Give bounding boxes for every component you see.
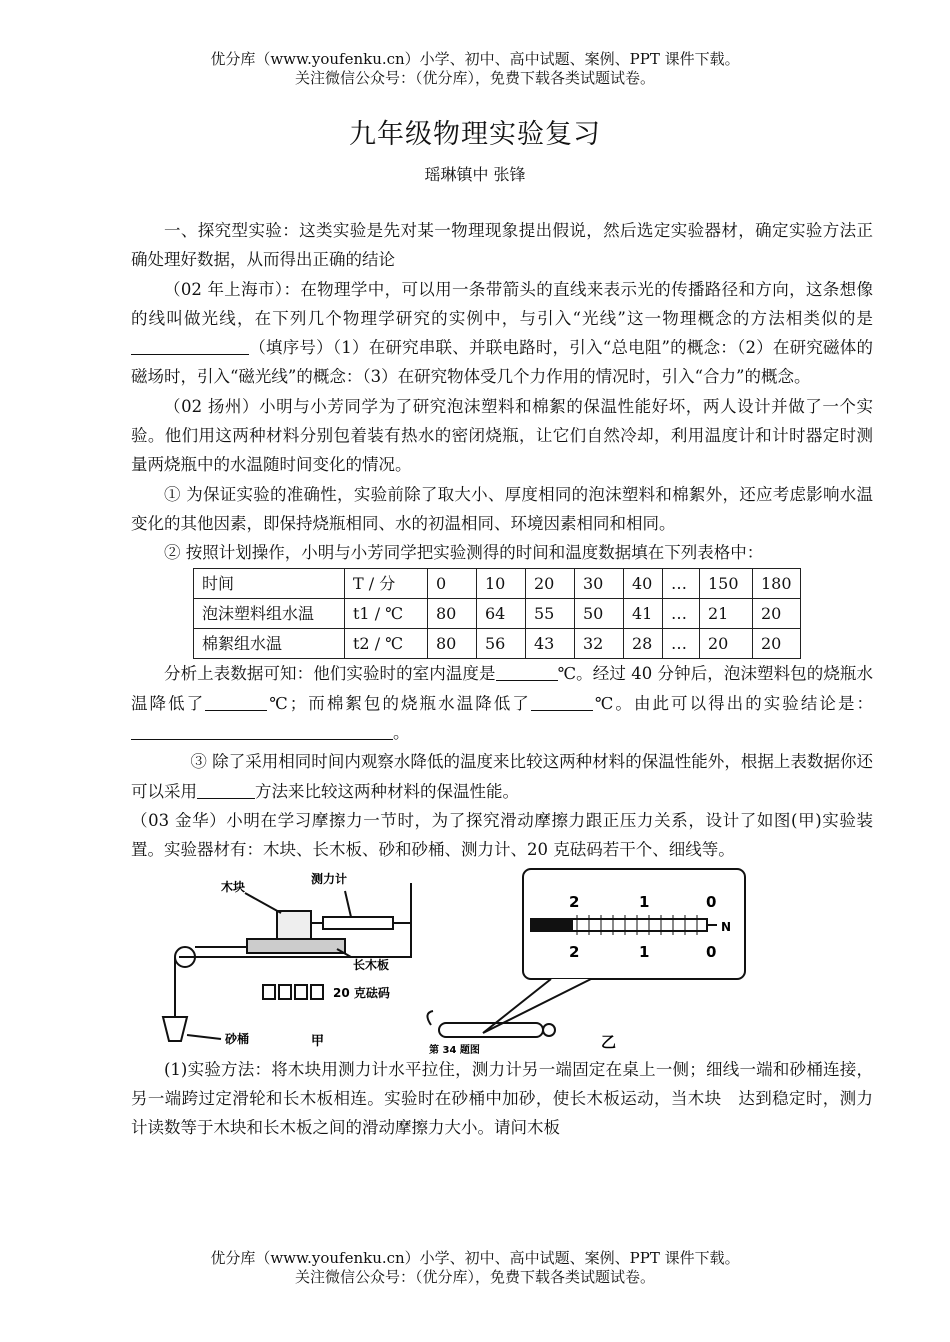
figure-label-b: 乙 (601, 1032, 617, 1051)
question-3-method: (1)实验方法：将木块用测力计水平拉住，测力计另一端固定在桌上一侧；细线一端和砂桶连接，另一端跨过定滑轮和长木板相连。实验时在砂桶中加砂，使长木板运动，当木块 达到稳定时，测力计读数等于木块和长木板之间的滑动摩擦力大小。请问木板 (131, 1059, 873, 1138)
weight (311, 985, 323, 999)
analysis-text: 。 (393, 723, 410, 743)
scale-unit: N (721, 919, 732, 934)
figure-caption: 第 34 题图 (429, 1044, 480, 1055)
analysis-text: ℃。由此可以得出的实验结论是： (592, 693, 873, 713)
analysis-text: 分析上表数据可知：他们实验时的室内温度是 (164, 664, 496, 684)
leader-line (187, 1035, 221, 1039)
footer-line-2: 关注微信公众号：（优分库），免费下载各类试题试卷。 (294, 1268, 655, 1286)
label-board: 长木板 (353, 957, 390, 972)
table-row (194, 568, 801, 598)
table-cell: 150 (700, 568, 753, 598)
table-cell: 56 (477, 629, 526, 659)
table-cell: 0 (428, 568, 477, 598)
question-3-intro: （03 金华）小明在学习摩擦力一节时，为了探究滑动摩擦力跟正压力关系，设计了如图(甲)实验装置。实验器材有：木块、长木板、砂和砂桶、测力计、20 克砝码若干个、细线等。 (131, 810, 873, 860)
answer-blank[interactable] (496, 662, 558, 681)
friction-figure (131, 865, 873, 1055)
scale-bottom-label: 0 (706, 942, 717, 961)
table-cell: 20 (753, 598, 801, 628)
answer-blank[interactable] (197, 780, 255, 799)
question-1-text-a: （02 年上海市）：在物理学中，可以用一条带箭头的直线来表示光的传播路径和方向，这条想像的线叫做光线，在下列几个物理学研究的实例中，与引入“光线”这一物理概念的方法相类似的是 (131, 279, 873, 328)
scale-top-label: 2 (569, 892, 580, 911)
table-cell: 20 (526, 568, 575, 598)
analysis-text: ℃。经过 40 分钟后，泡沫塑料包的烧瓶水温降低了 (131, 664, 873, 713)
table-cell: 40 (624, 568, 663, 598)
table-cell: 41 (624, 598, 663, 628)
label-weights: 20 克砝码 (333, 985, 390, 1000)
item-3-text: ③ 除了采用相同时间内观察水降低的温度来比较这两种材料的保温性能外，根据上表数据你还可以采用 (131, 752, 873, 801)
table-cell: 80 (428, 598, 477, 628)
table-cell: … (663, 598, 700, 628)
scale-top-label: 0 (706, 892, 717, 911)
table-cell: 32 (575, 629, 624, 659)
table-cell: 20 (753, 629, 801, 659)
question-1 (131, 275, 873, 392)
section-intro: 一、探究型实验：这类实验是先对某一物理现象提出假说，然后选定实验器材，确定实验方法正确处理好数据，从而得出正确的结论 (131, 221, 873, 270)
table-cell: 泡沫塑料组水温 (194, 598, 345, 628)
scale-bottom-label: 2 (569, 942, 580, 961)
leader-line (345, 891, 351, 917)
table-cell: … (663, 568, 700, 598)
wood-block (277, 911, 311, 939)
sand-bucket (163, 1017, 187, 1041)
scale-bottom-label: 1 (639, 942, 650, 961)
table-cell: 28 (624, 629, 663, 659)
answer-blank[interactable] (205, 692, 267, 711)
question-2-item-1: ① 为保证实验的准确性，实验前除了取大小、厚度相同的泡沫塑料和棉絮外，还应考虑影响水温变化的其他因素，即保持烧瓶相同、水的初温相同、环境因素相同和相同。 (131, 484, 873, 533)
table-cell: t1 / ℃ (345, 598, 428, 628)
answer-blank[interactable] (131, 721, 393, 740)
table-cell: 80 (428, 629, 477, 659)
table-cell: … (663, 629, 700, 659)
author-line: 瑶琳镇中 张锋 (424, 165, 526, 184)
header-line-2: 关注微信公众号：（优分库），免费下载各类试题试卷。 (294, 69, 655, 87)
table-cell: 20 (700, 629, 753, 659)
analysis-text: ℃；而棉絮包的烧瓶水温降低了 (267, 693, 531, 713)
label-bucket: 砂桶 (225, 1031, 250, 1046)
scale-top-label: 1 (639, 892, 650, 911)
table-cell: 棉絮组水温 (194, 629, 345, 659)
label-meter: 测力计 (311, 871, 348, 886)
question-2-item-2: ② 按照计划操作，小明与小芳同学把实验测得的时间和温度数据填在下列表格中： (164, 543, 764, 563)
table-row (194, 598, 801, 628)
callout-pointer (483, 979, 591, 1033)
friction-apparatus-diagram (131, 865, 873, 1055)
question-2-intro: （02 扬州）小明与小芳同学为了研究泡沫塑料和棉絮的保温性能好坏，两人设计并做了一个实验。他们用这两种材料分别包着装有热水的密闭烧瓶，让它们自然冷却，利用温度计和计时器定时测量两烧瓶中的水温随时间变化的情况。 (131, 396, 873, 475)
ring (543, 1024, 555, 1036)
hook (427, 1011, 433, 1025)
temperature-table (193, 568, 801, 660)
scale-indicator (531, 919, 573, 931)
weight (279, 985, 291, 999)
weight (295, 985, 307, 999)
footer-line-1: 优分库（www.youfenku.cn）小学、初中、高中试题、案例、PPT 课件下载。 (210, 1249, 740, 1267)
figure-label-a: 甲 (311, 1033, 325, 1049)
answer-blank[interactable] (131, 336, 249, 355)
page-header (0, 50, 950, 88)
table-cell: 21 (700, 598, 753, 628)
table-cell: 30 (575, 568, 624, 598)
weight (263, 985, 275, 999)
table-cell: 10 (477, 568, 526, 598)
answer-blank[interactable] (531, 692, 593, 711)
leader-line (245, 893, 281, 913)
table-cell: 180 (753, 568, 801, 598)
table-cell: 时间 (194, 568, 345, 598)
question-1-text-b: （填序号）（1）在研究串联、并联电路时，引入“总电阻”的概念：（2）在研究磁体的磁场时，引入“磁光线”的概念：（3）在研究物体受几个力作用的情况时，引入“合力”的概念。 (131, 338, 873, 387)
table-row (194, 629, 801, 659)
header-line-1: 优分库（www.youfenku.cn）小学、初中、高中试题、案例、PPT 课件下载。 (210, 50, 740, 68)
table-cell: T / 分 (345, 568, 428, 598)
question-2-analysis (131, 659, 873, 747)
spring-scale (323, 917, 393, 929)
table-cell: t2 / ℃ (345, 629, 428, 659)
long-board (247, 939, 345, 953)
label-block: 木块 (221, 879, 246, 894)
item-3-text: 方法来比较这两种材料的保温性能。 (255, 781, 519, 801)
page-footer (0, 1249, 950, 1287)
table-cell: 55 (526, 598, 575, 628)
page-title: 九年级物理实验复习 (349, 119, 601, 150)
question-2-item-3 (131, 747, 873, 806)
document-body (131, 216, 873, 1142)
table-cell: 43 (526, 629, 575, 659)
table-cell: 64 (477, 598, 526, 628)
table-cell: 50 (575, 598, 624, 628)
